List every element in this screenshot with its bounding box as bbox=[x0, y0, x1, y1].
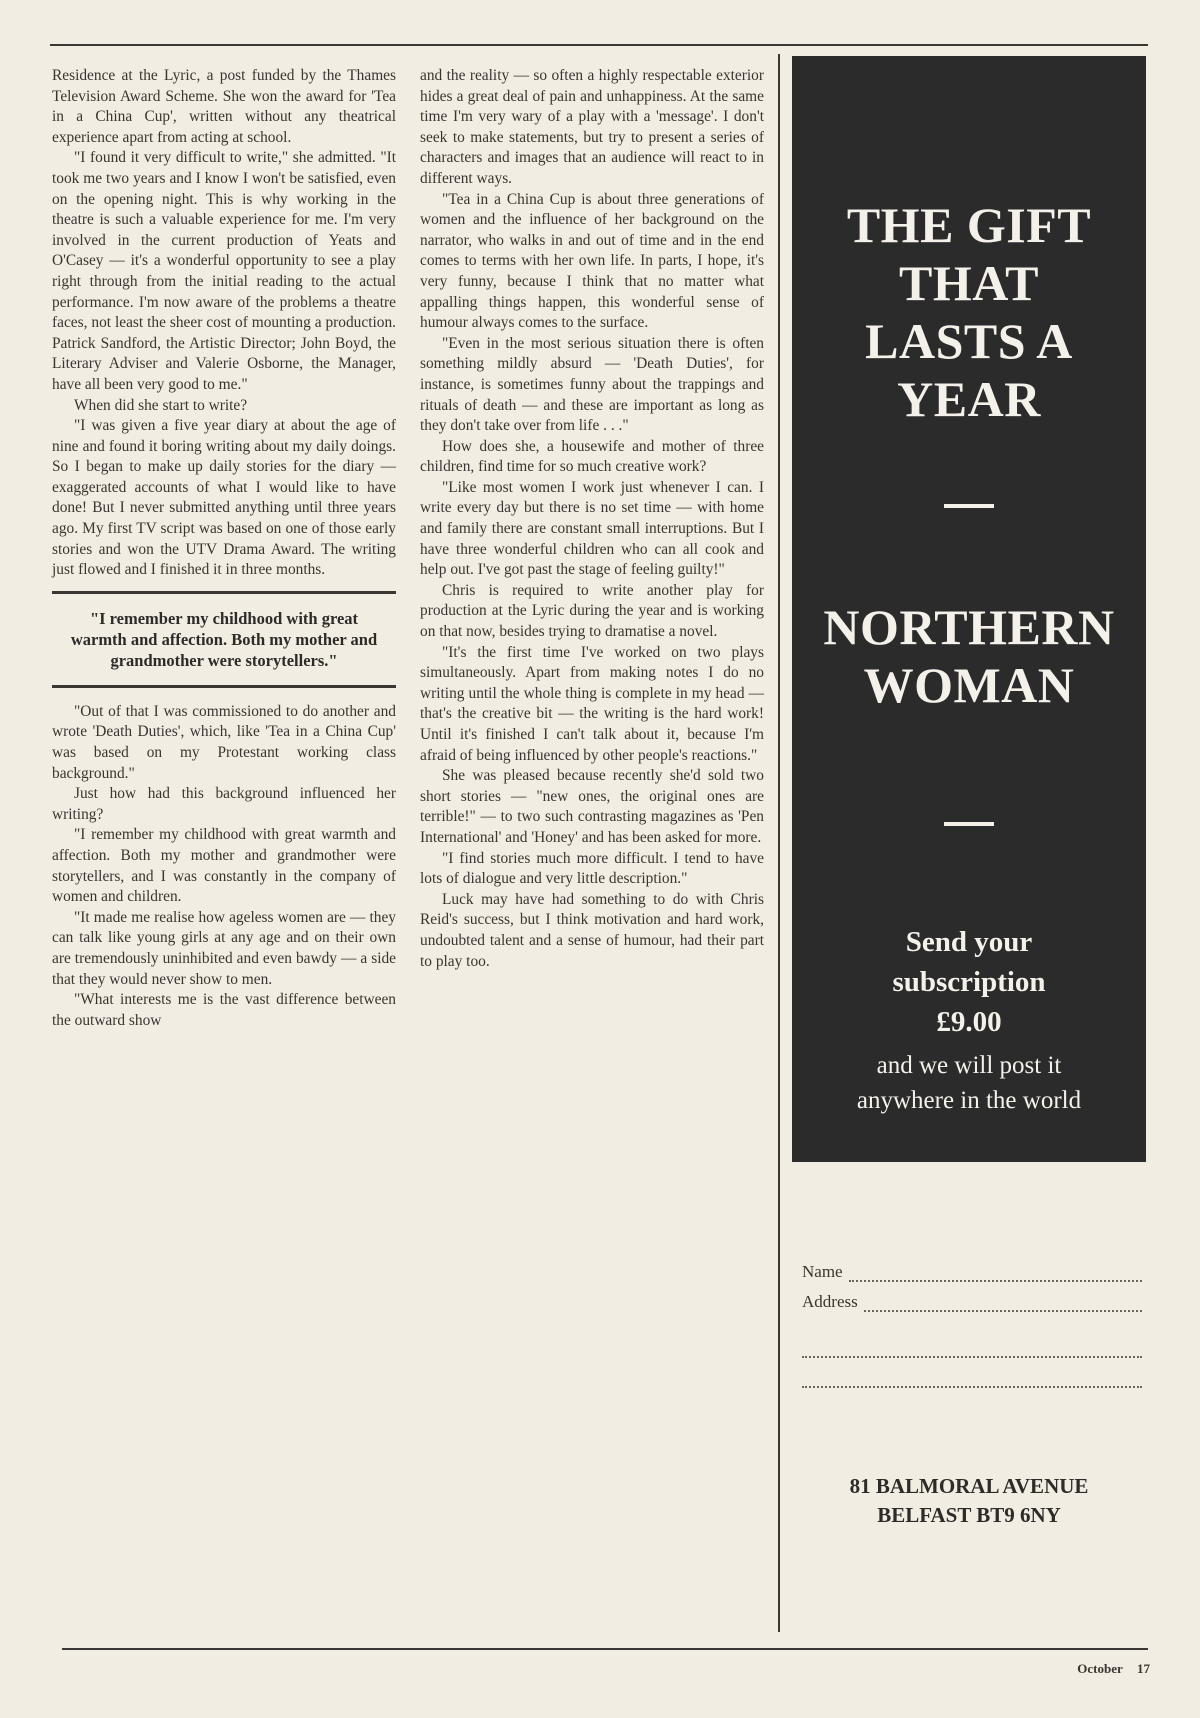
ad-magazine-name: NORTHERN bbox=[823, 599, 1115, 655]
ad-headline-line: THAT bbox=[899, 255, 1039, 311]
address-field[interactable] bbox=[802, 1282, 1142, 1312]
address-field-line-3[interactable] bbox=[802, 1358, 1142, 1388]
subscription-advert bbox=[792, 56, 1146, 1162]
name-label: Name bbox=[802, 1262, 843, 1281]
article-paragraph: "What interests me is the vast difference between the outward show bbox=[52, 991, 396, 1029]
ad-note-line: anywhere in the world bbox=[856, 1087, 1082, 1114]
page-footer bbox=[1040, 1661, 1150, 1677]
article-paragraph: "I found it very difficult to write," she admitted. "It took me two years and I know I won't be satisfied, even on the opening night. This is why working in the theatre is such a valuable experience for me. I'm very involved in the current production of Yeats and O'Casey — it's a wonderful opportunity to see a play right through from the initial reading to the actual performance. I'm now aware of the problems a theatre faces, not least the sheer cost of mounting a production. Patrick Sandford, the Artistic Director; John Boyd, the Literary Adviser and Valerie Osborne, the Manager, have all been very good to me." bbox=[52, 149, 396, 393]
pull-quote: "I remember my childhood with great warmth and affection. Both my mother and grandmother were storytellers." bbox=[52, 591, 396, 688]
ad-cta-line: subscription bbox=[892, 966, 1046, 998]
subscription-form bbox=[802, 1252, 1142, 1388]
article-paragraph: Just how had this background influenced her writing? bbox=[52, 785, 396, 823]
ad-cta-line: Send your bbox=[905, 926, 1033, 958]
article-paragraph: Chris is required to write another play for production at the Lyric during the year and is working on that now, besides trying to dramatise a novel. bbox=[420, 581, 764, 641]
article-paragraph: "I remember my childhood with great warmth and affection. Both my mother and grandmother were storytellers, and I was constantly in the company of women and children. bbox=[52, 826, 396, 906]
address-line: BELFAST BT9 6NY bbox=[877, 1503, 1061, 1527]
article-paragraph: "Like most women I work just whenever I can. I write every day but there is no set time — with home and family there are constant small interruptions. But I have three wonderful children who can all cook and help out. I've got past the stage of feeling guilty!" bbox=[420, 478, 764, 579]
article-column-2 bbox=[420, 66, 764, 972]
address-line: 81 BALMORAL AVENUE bbox=[849, 1474, 1089, 1498]
ad-headline-line: LASTS A bbox=[865, 313, 1073, 369]
article-paragraph: and the reality — so often a highly respectable exterior hides a great deal of pain and unhappiness. At the same time I'm very wary of a play with a 'message'. I don't seek to make statements, but try to present a series of characters and images that an audience will react to in different ways. bbox=[420, 67, 764, 187]
column-divider bbox=[778, 54, 780, 1632]
address-field-line-2[interactable] bbox=[802, 1312, 1142, 1358]
ad-headline-line: YEAR bbox=[897, 371, 1041, 427]
article-paragraph: How does she, a housewife and mother of three children, find time for so much creative work? bbox=[420, 437, 764, 476]
article-paragraph: She was pleased because recently she'd sold two short stories — "new ones, the original ones are terrible!" — to two such contrasting magazines as 'Pen International' and 'Honey' and has been asked for more. bbox=[420, 767, 764, 846]
mailing-address bbox=[792, 1472, 1146, 1530]
name-field[interactable] bbox=[802, 1252, 1142, 1282]
article-paragraph: "Even in the most serious situation there is often something mildly absurd — 'Death Duties', for instance, is sometimes funny about the trappings and rituals of death — and these are important as long as they don't take over from life . . ." bbox=[420, 334, 764, 435]
footer-month: October bbox=[1077, 1661, 1123, 1676]
ad-magazine-name: WOMAN bbox=[863, 657, 1075, 713]
article-paragraph: "I find stories much more difficult. I tend to have lots of dialogue and very little description." bbox=[420, 849, 764, 888]
ad-price: £9.00 bbox=[936, 1006, 1002, 1038]
article-paragraph: Residence at the Lyric, a post funded by the Thames Television Award Scheme. She won the award for 'Tea in a China Cup', written without any theatrical experience apart from acting at school. bbox=[52, 67, 396, 146]
article-paragraph: Luck may have had something to do with Chris Reid's success, but I think motivation and hard work, undoubted talent and a sense of humour, had their part to play too. bbox=[420, 890, 764, 970]
page-number: 17 bbox=[1137, 1661, 1150, 1676]
ad-headline-line: THE GIFT bbox=[846, 197, 1092, 253]
article-paragraph: "I was given a five year diary at about the age of nine and found it boring writing about my daily doings. So I began to make up daily stories for the diary — exaggerated accounts of what I would like to have done! But I never submitted anything until three years ago. My first TV script was based on one of those early stories and won the UTV Drama Award. The writing just flowed and I finished it in three months. bbox=[52, 417, 396, 579]
address-dotted-line[interactable] bbox=[864, 1294, 1142, 1312]
address-dotted-line[interactable] bbox=[802, 1340, 1142, 1358]
article-paragraph: "Out of that I was commissioned to do another and wrote 'Death Duties', which, like 'Tea in a China Cup' was based on my Protestant working class background." bbox=[52, 702, 396, 782]
article-paragraph: "Tea in a China Cup is about three generations of women and the influence of her background on the narrator, who walks in and out of time and in the end comes to terms with her own life. In parts, I hope, it's very funny, because I think that no matter what appalling things happen, this wonderful sense of humour always comes to the surface. bbox=[420, 190, 764, 332]
article-paragraph: When did she start to write? bbox=[74, 396, 248, 414]
name-dotted-line[interactable] bbox=[849, 1264, 1142, 1282]
address-dotted-line[interactable] bbox=[802, 1370, 1142, 1388]
ad-note-line: and we will post it bbox=[876, 1052, 1062, 1079]
article-paragraph: "It made me realise how ageless women are — they can talk like young girls at any age and on their own are tremendously uninhibited and even bawdy — a side that they would never show to men. bbox=[52, 908, 396, 988]
bottom-rule bbox=[62, 1648, 1148, 1650]
article-column-1 bbox=[52, 66, 396, 1031]
top-rule bbox=[50, 44, 1148, 46]
address-label: Address bbox=[802, 1292, 858, 1311]
article-paragraph: "It's the first time I've worked on two plays simultaneously. Apart from making notes I do no writing until the whole thing is complete in my head — that's the creative bit — the writing is the hard work! Until it's finished I can't talk about it, because I'm afraid of being influenced by other people's reactions." bbox=[420, 643, 764, 764]
